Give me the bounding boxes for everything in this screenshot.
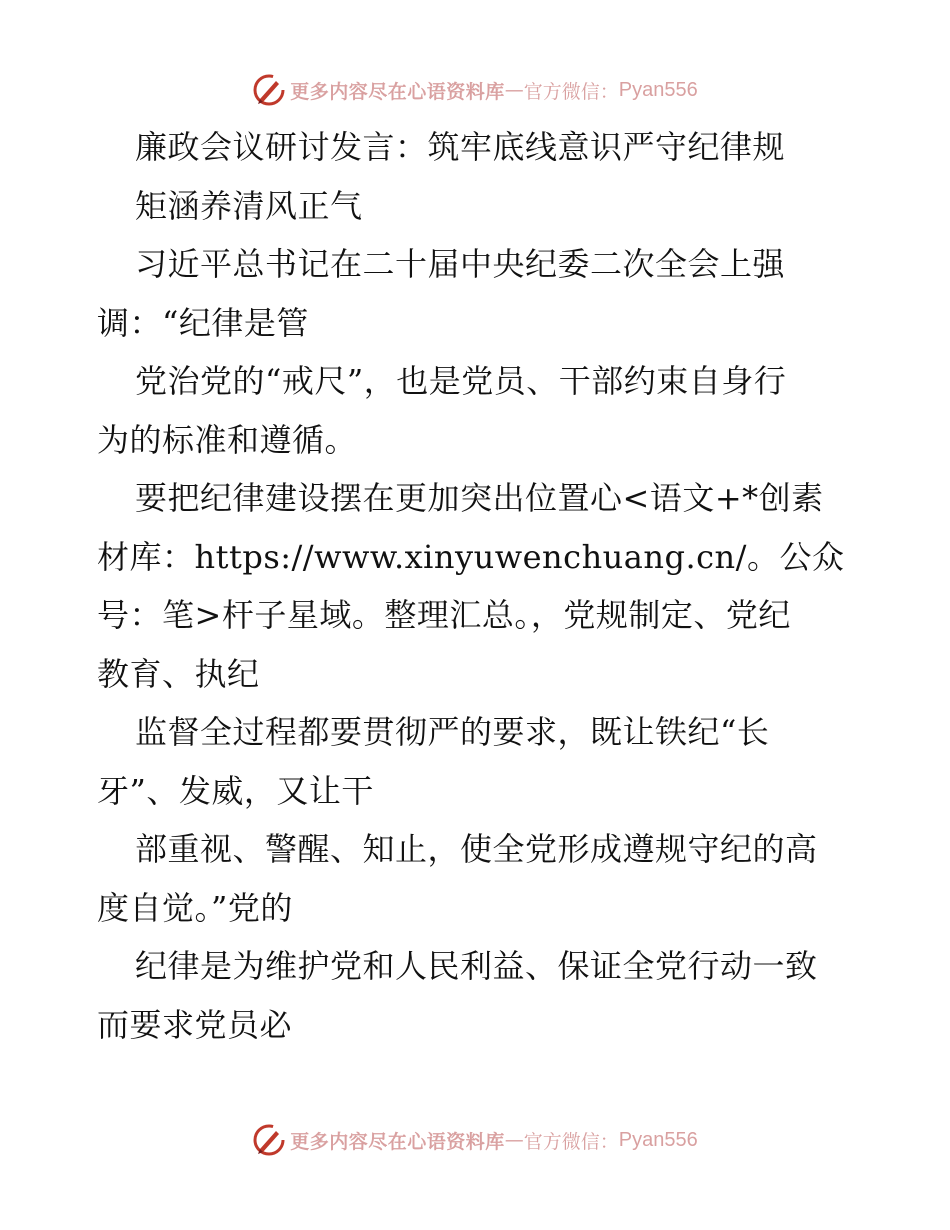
text-line: 而要求党员必 bbox=[97, 1005, 293, 1044]
watermark-main-text: 更多内容尽在心语资料库 bbox=[290, 1130, 505, 1153]
text-line: 廉政会议研讨发言：筑牢底线意识严守纪律规 bbox=[135, 128, 786, 166]
watermark-separator: — bbox=[504, 1129, 524, 1151]
header-watermark bbox=[0, 70, 950, 110]
text-line: 纪律是为维护党和人民利益、保证全党行动一致 bbox=[135, 947, 818, 985]
watermark-sub-text: 官方微信： bbox=[523, 80, 619, 103]
text-line: 牙”、发威，又让干 bbox=[97, 771, 374, 810]
text-line: 材库：https://www.xinyuwenchuang.cn/。公众 bbox=[97, 537, 845, 576]
watermark-sub-text: 官方微信： bbox=[523, 1130, 619, 1153]
text-line: 教育、执纪 bbox=[97, 654, 260, 693]
text-line: 习近平总书记在二十届中央纪委二次全会上强 bbox=[135, 245, 786, 283]
text-line: 要把纪律建设摆在更加突出位置心<语文+*创素 bbox=[135, 479, 824, 517]
footer-watermark bbox=[0, 1120, 950, 1160]
watermark-main-text: 更多内容尽在心语资料库 bbox=[290, 80, 505, 103]
text-line: 调：“纪律是管 bbox=[97, 303, 309, 342]
text-line: 为的标准和遵循。 bbox=[97, 420, 358, 459]
pen-logo-icon bbox=[252, 73, 286, 107]
text-line: 党治党的“戒尺”，也是党员、干部约束自身行 bbox=[135, 362, 787, 400]
watermark-account: Pyan556 bbox=[618, 1128, 698, 1151]
text-line: 号：笔>杆子星域。整理汇总。，党规制定、党纪 bbox=[97, 596, 791, 634]
text-line: 部重视、警醒、知止，使全党形成遵规守纪的高 bbox=[135, 830, 818, 868]
text-line: 度自觉。”党的 bbox=[97, 888, 293, 927]
text-line: 监督全过程都要贯彻严的要求，既让铁纪“长 bbox=[135, 713, 770, 751]
pen-logo-icon bbox=[252, 1123, 286, 1157]
watermark-account: Pyan556 bbox=[618, 78, 698, 101]
document-body bbox=[97, 118, 857, 1054]
text-line: 矩涵养清风正气 bbox=[135, 186, 363, 225]
watermark-separator: — bbox=[504, 79, 524, 101]
